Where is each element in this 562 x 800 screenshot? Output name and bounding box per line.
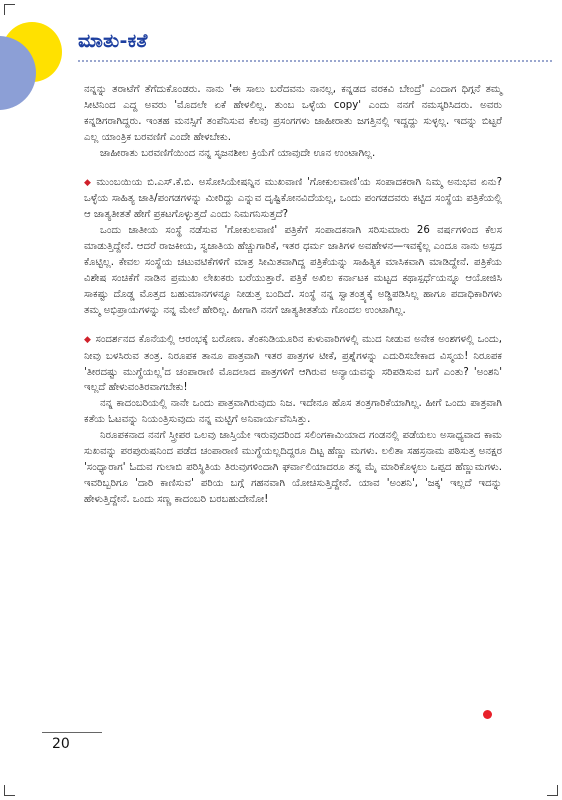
question-1-text: ಮುಂಬಯಿಯ ಬಿ.ಎಸ್.ಕೆ.ಬಿ. ಅಸೋಸಿಯೇಷನ್ನಿನ ಮುಖವಾಣಿ 'ಗೋಕುಲವಾಣಿ'ಯ ಸಂಪಾದಕರಾಗಿ ನಿಮ್ಮ ಅನುಭವ ಏನು? ಒಳ್ಳೆಯ ಸಾಹಿತ್ಯ ಜಾತಿ/ಪಂಗಡಗಳನ್ನು ಮೀರಿದ್ದು ಎನ್ನುವ ದೃಷ್ಟಿಕೋನವಿದೆಯಲ್ಲ, ಒಂದು ಪಂಗಡದವರು ಕಟ್ಟಿದ ಸಂಸ್ಥೆಯ ಪತ್ರಿಕೆಯಲ್ಲಿ ಆ ಜಾತ್ಯತೀತತೆ ಹೇಗೆ ಪ್ರಕಟಗೊಳ್ಳುತ್ತದೆ ಎಂದು ನಿಮಗನಿಸುತ್ತದೆ? (84, 176, 502, 221)
end-of-article-dot (483, 710, 492, 719)
crop-mark-bottom-left (4, 785, 15, 796)
page-number: 20 (52, 736, 70, 752)
article-body (84, 82, 502, 508)
section-title: ಮಾತು-ಕತೆ (78, 30, 148, 52)
question-1 (84, 175, 502, 224)
question-2-text: ಸಂದರ್ಶನದ ಕೊನೆಯಲ್ಲಿ ಆರಂಭಕ್ಕೆ ಬರೋಣ. ತೆಂಕನಿಡಿಯೂರಿನ ಕುಳುವಾರಿಗಳಲ್ಲಿ ಮುದ ನೀಡುವ ಅನೇಕ ಅಂಶಗಳಲ್ಲಿ ಒಂದು, ನೀವು ಬಳಸಿರುವ ತಂತ್ರ. ನಿರೂಪಕ ತಾನೂ ಪಾತ್ರವಾಗಿ ಇತರ ಪಾತ್ರಗಳ ಟೀಕೆ, ಪ್ರಶ್ನೆಗಳನ್ನು ಎದುರಿಸಬೇಕಾದ ವಿಸ್ಮಯ! ನಿರೂಪಕ 'ತೀರದಷ್ಟು ಮುಗ್ಧೆಯಲ್ಲ'ದ ಚಂಪಾರಾಣಿ ಮೊದಲಾದ ಪಾತ್ರಗಳಿಗೆ ಆಗಿರುವ ಅನ್ಯಾಯವನ್ನು ಸರಿಪಡಿಸುವ ಬಗೆ ಎಂತು? 'ಅಂಶನಿ' ಇಲ್ಲದೆ ಹೇಳುವಂತಿರವಾಗಬೇಕು! (84, 333, 503, 394)
paragraph-1: ನನ್ನನ್ನು ತರಾಟೆಗೆ ತೆಗೆದುಕೊಂಡರು. ನಾನು 'ಈ ಸಾಲು ಬರೆದವನು ನಾನಲ್ಲ, ಕನ್ನಡದ ವರಕವಿ ಬೇಂದ್ರೆ' ಎಂದಾಗ ಧಿಗ್ಗನೆ ತಮ್ಮ ಸೀಟಿನಿಂದ ಎದ್ದ ಅವರು 'ಮೊದಲೇ ಏಕೆ ಹೇಳಲಿಲ್ಲ. ತುಂಬ ಒಳ್ಳೆಯ copy' ಎಂದು ನನಗೆ ನಮಸ್ಕರಿಸಿದರು. ಅವರು ಕನ್ನಡಿಗರಾಗಿದ್ದರು. ಇಂತಹ ಮನಸ್ಸಿಗೆ ತಂಪೆನಿಸುವ ಕೆಲವು ಪ್ರಸಂಗಗಳು ಜಾಹೀರಾತು ಜಗತ್ತಿನಲ್ಲಿ ಇದ್ದದ್ದು ಸುಳ್ಳಲ್ಲ. ಇದನ್ನು ಬಿಟ್ಟರೆ ಎಲ್ಲ ಯಾಂತ್ರಿಕ ಬರವಣಿಗೆ ಎಂದೇ ಹೇಳಬೇಕು. (84, 84, 502, 143)
answer-1-paragraph: ಒಂದು ಜಾತೀಯ ಸಂಸ್ಥೆ ನಡೆಸುವ 'ಗೋಕುಲವಾಣಿ' ಪತ್ರಿಕೆಗೆ ಸಂಪಾದಕನಾಗಿ ಸರಿಸುಮಾರು 26 ವರ್ಷಗಳಿಂದ ಕೆಲಸ ಮಾಡುತ್ತಿದ್ದೇನೆ. ಆದರೆ ರಾಜಕೀಯ, ಸ್ವಜಾತಿಯ ಹೆಚ್ಚುಗಾರಿಕೆ, ಇತರ ಧರ್ಮ ಜಾತಿಗಳ ಅವಹೇಳನ—ಇವಕ್ಕೆಲ್ಲ ಎಂದೂ ನಾನು ಅಸ್ಪದ ಕೊಟ್ಟಿಲ್ಲ. ಕೇವಲ ಸಂಸ್ಥೆಯ ಚಟುವಟಿಕೆಗಳಿಗೆ ಮಾತ್ರ ಸೀಮಿತವಾಗಿದ್ದ ಪತ್ರಿಕೆಯನ್ನು ಸಾಹಿತ್ಯಿಕ ಮಾಸಿಕವಾಗಿ ಮಾಡಿದ್ದೇನೆ. ಪತ್ರಿಕೆಯ ವಿಶೇಷ ಸಂಚಿಕೆಗೆ ನಾಡಿನ ಪ್ರಮುಖ ಲೇಖಕರು ಬರೆಯುತ್ತಾರೆ. ಪತ್ರಿಕೆ ಅಖಿಲ ಕರ್ನಾಟಕ ಮಟ್ಟದ ಕಥಾಸ್ಪರ್ಧೆಯನ್ನೂ ಆಯೋಜಿಸಿ ಸಾಕಷ್ಟು ದೊಡ್ಡ ಮೊತ್ತದ ಬಹುಮಾನಗಳನ್ನೂ ನೀಡುತ್ತ ಬಂದಿದೆ. ಸಂಸ್ಥೆ ನನ್ನ ಸ್ವಾತಂತ್ರ್ಯಕ್ಕೆ ಅಡ್ಡಿಪಡಿಸಿಲ್ಲ ಹಾಗೂ ಪದಾಧಿಕಾರಿಗಳು ತಮ್ಮ ಅಭಿಪ್ರಾಯಗಳನ್ನು ನನ್ನ ಮೇಲೆ ಹೇರಿಲ್ಲ. ಹೀಗಾಗಿ ನನಗೆ ಜಾತ್ಯತೀತತೆಯ ಗೊಂದಲ ಉಂಟಾಗಿಲ್ಲ. (84, 225, 502, 316)
question-bullet-icon: ◆ (84, 177, 93, 188)
paragraph-2: ಜಾಹೀರಾತು ಬರವಣಿಗೆಯಿಂದ ನನ್ನ ಸೃಜನಶೀಲ ಕ್ರಿಯೆಗೆ ಯಾವುದೇ ಊನ ಉಂಟಾಗಿಲ್ಲ. (100, 147, 376, 159)
question-bullet-icon: ◆ (84, 334, 92, 345)
crop-mark-top-left (4, 4, 15, 15)
title-dotted-rule (78, 60, 552, 62)
footer-rule (42, 732, 102, 733)
crop-mark-bottom-right (547, 785, 558, 796)
spacer (84, 319, 502, 332)
question-2 (84, 332, 502, 397)
answer-2-paragraph-1: ನನ್ನ ಕಾದಂಬರಿಯಲ್ಲಿ ನಾನೇ ಒಂದು ಪಾತ್ರವಾಗಿರುವುದು ನಿಜ. ಇದೇನೂ ಹೊಸ ತಂತ್ರಗಾರಿಕೆಯಾಗಿಲ್ಲ. ಹೀಗೆ ಒಂದು ಪಾತ್ರವಾಗಿ ಕತೆಯ ಓಟವನ್ನು ನಿಯಂತ್ರಿಸುವುದು ನನ್ನ ಮಟ್ಟಿಗೆ ಅನಿವಾರ್ಯವೆನಿಸಿತ್ತು. (84, 398, 502, 426)
answer-2-paragraph-2: ನಿರೂಪಕನಾದ ನನಗೆ ಸ್ತ್ರೀಪರ ಒಲವು ಜಾಸ್ತಿಯೇ ಇರುವುದರಿಂದ ಸಲಿಂಗಕಾಮಿಯಾದ ಗಂಡನಲ್ಲಿ ಪಡೆಯಲು ಅಸಾಧ್ಯವಾದ ಕಾಮ ಸುಖವನ್ನು ಪರಪುರುಷನಿಂದ ಪಡೆದ ಚಂಪಾರಾಣಿ ಮುಗ್ಧೆಯಲ್ಲದಿದ್ದರೂ ದಿಟ್ಟ ಹೆಣ್ಣು ಮಗಳು. ಲಲಿತಾ ಸಹಸ್ರನಾಮ ಪಠಿಸುತ್ತ ಅನಕ್ಷರ 'ಸಂಧ್ಯಾರಾಗ' ಓದುವ ಗುಲಾಬಿ ಪರಿಸ್ಥಿತಿಯ ತಿರುವುಗಳಿಂದಾಗಿ ಘರ್ವಾಲಿಯಾದರೂ ತನ್ನ ಮೈ ಮಾರಿಕೊಳ್ಳಲು ಒಪ್ಪದ ಹೆಣ್ಣುಮಗಳು. ಇವರಿಬ್ಬರಿಗೂ 'ದಾರಿ ಕಾಣಿಸುವ' ಪರಿಯ ಬಗ್ಗೆ ಗಹನವಾಗಿ ಯೋಚಿಸುತ್ತಿದ್ದೇನೆ. ಯಾವ 'ಅಂಶನಿ', 'ಜಕ್ಕ' ಇಲ್ಲದೆ ಇದನ್ನು ಹೇಳುತ್ತಿದ್ದೇನೆ. ಒಂದು ಸಣ್ಣ ಕಾದಂಬರಿ ಬರಬಹುದೇನೋ! (84, 430, 502, 505)
spacer (84, 162, 502, 175)
